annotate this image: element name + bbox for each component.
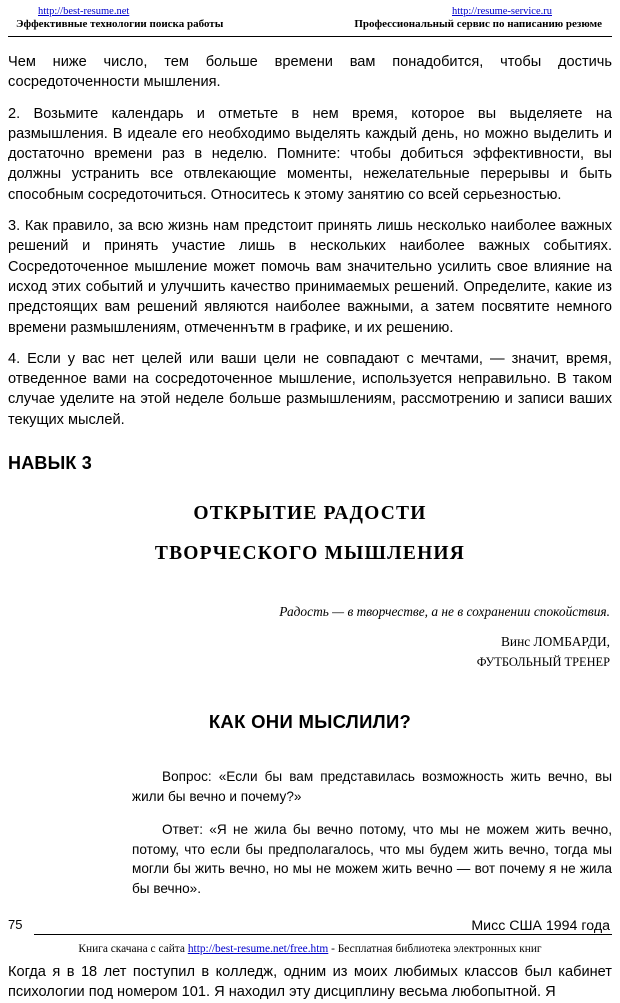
header-titles-row (8, 18, 612, 30)
paragraph-4: 4. Если у вас нет целей или ваши цели не совпадают с мечтами, — значит, время, отведенное вами на сосредоточенное мышление, используется неправильно. В таком случае уделите на этой неделе больше размышлениям, рассмотрению и записи ваших текущих мыслей. (8, 350, 612, 428)
qa-answer: Ответ: «Я не жила бы вечно потому, что мы не можем жить вечно, потому, что если бы предполагалось, что мы будем жить вечно, тогда мы могли бы жить вечно, но мы не можем жить вечно — вот почему я не жила бы вечно». (132, 822, 612, 896)
header-title-left: Эффективные технологии поиска работы (16, 18, 224, 30)
header-link-right[interactable]: http://resume-service.ru (451, 6, 552, 17)
chapter-title-line-2: ТВОРЧЕСКОГО МЫШЛЕНИЯ (154, 543, 466, 565)
qa-block (8, 767, 612, 898)
qa-question: Вопрос: «Если бы вам представилась возможность жить вечно, вы жили бы вечно и почему?» (132, 769, 612, 804)
footer-download-link[interactable]: http://best-resume.net/free.htm (187, 943, 329, 955)
header-divider (8, 36, 612, 37)
closing-paragraph: Когда я в 18 лет поступил в колледж, одним из моих любимых классов был кабинет психологии под номером 101. Я находил эту дисциплину весьма любопытной. Я (8, 964, 612, 1001)
footer-divider (34, 934, 612, 935)
page-footer (0, 913, 620, 961)
section-heading: КАК ОНИ МЫСЛИЛИ? (208, 711, 412, 733)
page-number: 75 (8, 917, 23, 932)
epigraph-quote: Радость — в творчестве, а не в сохранении спокойствия. (279, 604, 610, 620)
paragraph-3: 3. Как правило, за всю жизнь нам предстоит принять лишь несколько наиболее важных решений и принять участие лишь в нескольких наиболее важных событиях. Сосредоточенное мышление может помочь вам значительно усилить свое влияние на исход этих событий и улучшить качество принимаемых решений. Определите, какие из предстоящих вам решений являются наиболее важными, а затем посвятите немного времени размышлениям, отмеченнътм в графике, и их решению. (8, 218, 612, 336)
qa-source: Мисс США 1994 года (471, 918, 610, 935)
header-links-row (8, 6, 612, 17)
page-content (8, 52, 612, 1003)
paragraph-2: 2. Возьмите календарь и отметьте в нем время, которое вы выделяете на размышления. В идеале его необходимо выделять каждый день, но можно выделить и достаточно времени раз в неделю. Помните: чтобы добиться эффективности, вы должны устранить все отвлекающие моменты, нежелательные перерывы и быть способным сосредоточиться. Относитесь к этому занятию со всей серьезностью. (8, 105, 612, 203)
header-title-right: Профессиональный сервис по написанию резюме (354, 18, 602, 30)
epigraph-author: Винс ЛОМБАРДИ, (501, 634, 610, 650)
paragraph-1: Чем ниже число, тем больше времени вам понадобится, чтобы достичь сосредоточенности мышления. (8, 54, 612, 91)
footer-text-after: - Бесплатная библиотека электронных книг (328, 943, 542, 955)
header-link-left[interactable]: http://best-resume.net (38, 6, 130, 17)
footer-text-before: Книга скачана с сайта (78, 943, 188, 955)
footer-text (0, 943, 620, 955)
skill-heading: НАВЫК 3 (8, 453, 93, 474)
page-header (0, 6, 620, 30)
chapter-title-line-1: ОТКРЫТИЕ РАДОСТИ (193, 503, 427, 525)
epigraph-role: ФУТБОЛЬНЫЙ ТРЕНЕР (476, 655, 610, 670)
